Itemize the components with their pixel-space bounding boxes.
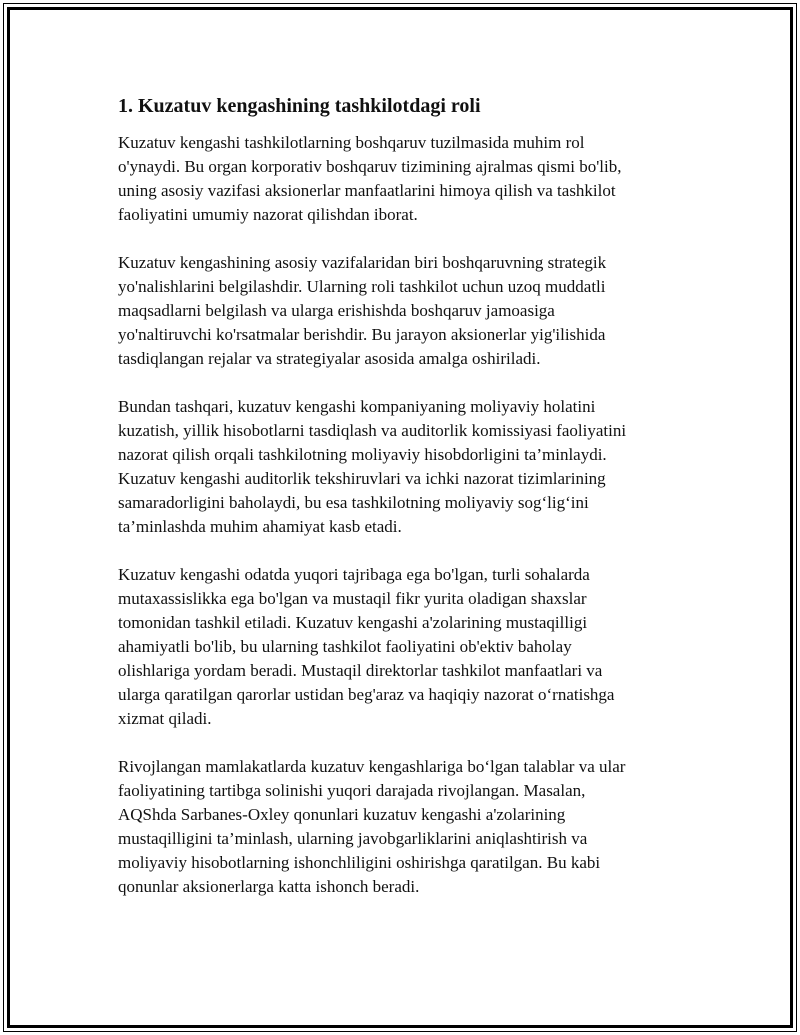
text-line: uning asosiy vazifasi aksionerlar manfaatlarini himoya qilish va tashkilot — [118, 181, 616, 200]
text-line: ta’minlashda muhim ahamiyat kasb etadi. — [118, 517, 402, 536]
text-line: ahamiyatli bo'lib, bu ularning tashkilot faoliyatini ob'ektiv baholay — [118, 637, 572, 656]
text-line: maqsadlarni belgilash va ularga erishishda boshqaruv jamoasiga — [118, 301, 555, 320]
text-line: faoliyatining tartibga solinishi yuqori darajada rivojlangan. Masalan, — [118, 781, 586, 800]
document-body — [118, 93, 678, 923]
paragraph-4 — [118, 563, 678, 731]
text-line: kuzatish, yillik hisobotlarni tasdiqlash va auditorlik komissiyasi faoliyatini — [118, 421, 627, 440]
text-line: faoliyatini umumiy nazorat qilishdan iborat. — [118, 205, 418, 224]
text-line: mutaxassislikka ega bo'lgan va mustaqil fikr yurita oladigan shaxslar — [118, 589, 587, 608]
paragraph-2 — [118, 251, 678, 371]
text-line: Bundan tashqari, kuzatuv kengashi kompaniyaning moliyaviy holatini — [118, 397, 596, 416]
paragraph-1 — [118, 131, 678, 227]
text-line: mustaqilligini ta’minlash, ularning javobgarliklarini aniqlashtirish va — [118, 829, 588, 848]
text-line: ularga qaratilgan qarorlar ustidan beg'araz va haqiqiy nazorat o‘rnatishga — [118, 685, 615, 704]
text-line: yo'naltiruvchi ko'rsatmalar berishdir. Bu jarayon aksionerlar yig'ilishida — [118, 325, 606, 344]
paragraph-5 — [118, 755, 678, 899]
text-line: Kuzatuv kengashi tashkilotlarning boshqaruv tuzilmasida muhim rol — [118, 133, 585, 152]
text-line: xizmat qiladi. — [118, 709, 212, 728]
section-heading: 1. Kuzatuv kengashining tashkilotdagi roli — [118, 95, 481, 117]
text-line: yo'nalishlarini belgilashdir. Ularning roli tashkilot uchun uzoq muddatli — [118, 277, 606, 296]
text-line: Kuzatuv kengashining asosiy vazifalaridan biri boshqaruvning strategik — [118, 253, 607, 272]
text-line: nazorat qilish orqali tashkilotning moliyaviy hisobdorligini ta’minlaydi. — [118, 445, 607, 464]
text-line: tasdiqlangan rejalar va strategiyalar asosida amalga oshiriladi. — [118, 349, 541, 368]
text-line: Rivojlangan mamlakatlarda kuzatuv kengashlariga bo‘lgan talablar va ular — [118, 757, 626, 776]
text-line: qonunlar aksionerlarga katta ishonch beradi. — [118, 877, 420, 896]
text-line: samaradorligini baholaydi, bu esa tashkilotning moliyaviy sog‘lig‘ini — [118, 493, 589, 512]
text-line: moliyaviy hisobotlarning ishonchliligini oshirishga qaratilgan. Bu kabi — [118, 853, 601, 872]
text-line: Kuzatuv kengashi auditorlik tekshiruvlari va ichki nazorat tizimlarining — [118, 469, 606, 488]
text-line: o'ynaydi. Bu organ korporativ boshqaruv tizimining ajralmas qismi bo'lib, — [118, 157, 622, 176]
text-line: Kuzatuv kengashi odatda yuqori tajribaga ega bo'lgan, turli sohalarda — [118, 565, 590, 584]
paragraph-3 — [118, 395, 678, 539]
text-line: olishlariga yordam beradi. Mustaqil direktorlar tashkilot manfaatlari va — [118, 661, 603, 680]
text-line: AQShda Sarbanes-Oxley qonunlari kuzatuv kengashi a'zolarining — [118, 805, 566, 824]
text-line: tomonidan tashkil etiladi. Kuzatuv kengashi a'zolarining mustaqilligi — [118, 613, 588, 632]
